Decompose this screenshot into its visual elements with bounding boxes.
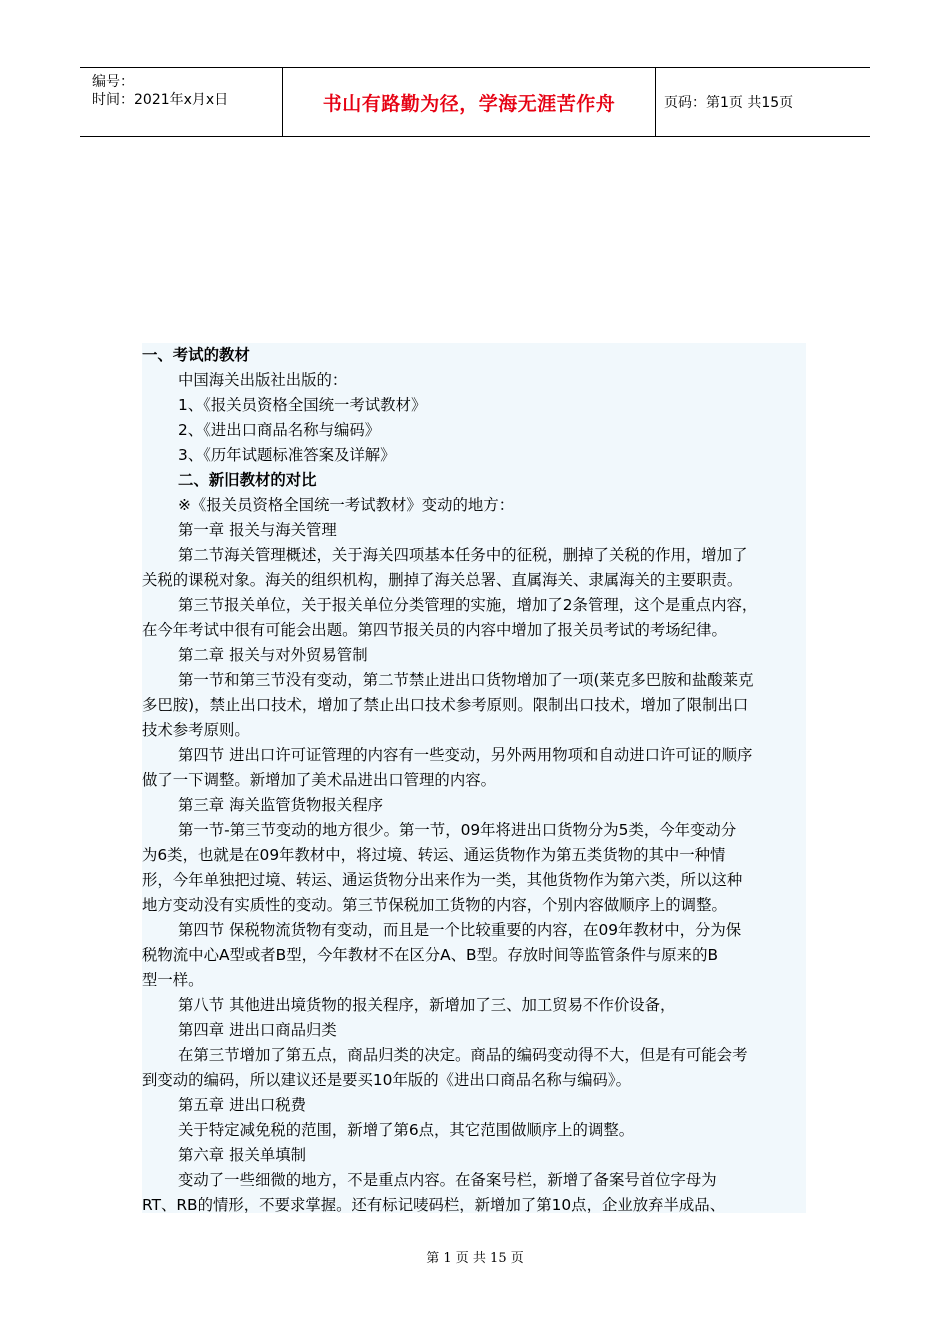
body-line: 第一节和第三节没有变动，第二节禁止进出口货物增加了一项(莱克多巴胺和盐酸莱克 bbox=[178, 671, 754, 689]
body-line: ※《报关员资格全国统一考试教材》变动的地方： bbox=[178, 496, 515, 514]
date-label: 时间：2021年x月x日 bbox=[92, 92, 229, 108]
body-line: 税物流中心A型或者B型，今年教材不在区分A、B型。存放时间等监管条件与原来的B bbox=[142, 946, 719, 964]
body-line: 第二节海关管理概述，关于海关四项基本任务中的征税，删掉了关税的作用，增加了 bbox=[178, 546, 748, 564]
body-line: 第三章 海关监管货物报关程序 bbox=[178, 796, 383, 814]
body-line: 1、《报关员资格全国统一考试教材》 bbox=[178, 396, 427, 414]
body-line: 第八节 其他进出境货物的报关程序，新增加了三、加工贸易不作价设备， bbox=[178, 996, 676, 1014]
body-line: 在今年考试中很有可能会出题。第四节报关员的内容中增加了报关员考试的考场纪律。 bbox=[142, 621, 727, 639]
body-line: 第四章 进出口商品归类 bbox=[178, 1021, 337, 1039]
body-line: 关税的课税对象。海关的组织机构，删掉了海关总署、直属海关、隶属海关的主要职责。 bbox=[142, 571, 743, 589]
body-line: 地方变动没有实质性的变动。第三节保税加工货物的内容，个别内容做顺序上的调整。 bbox=[142, 896, 727, 914]
body-line: 型一样。 bbox=[142, 971, 204, 989]
body-line: 3、《历年试题标准答案及详解》 bbox=[178, 446, 396, 464]
body-line: 第三节报关单位，关于报关单位分类管理的实施，增加了2条管理，这个是重点内容， bbox=[178, 596, 758, 614]
body-line: 第一章 报关与海关管理 bbox=[178, 521, 337, 539]
header-left-cell bbox=[80, 68, 282, 136]
body-line: 在第三节增加了第五点，商品归类的决定。商品的编码变动得不大，但是有可能会考 bbox=[178, 1046, 748, 1064]
document-body bbox=[142, 343, 806, 1213]
serial-number-label: 编号： bbox=[92, 74, 134, 90]
body-line: 第四节 保税物流货物有变动，而且是一个比较重要的内容，在09年教材中，分为保 bbox=[178, 921, 742, 939]
body-line: 第四节 进出口许可证管理的内容有一些变动，另外两用物项和自动进口许可证的顺序 bbox=[178, 746, 753, 764]
header-right-cell bbox=[655, 68, 870, 136]
page-footer: 第 1 页 共 15 页 bbox=[426, 1251, 524, 1266]
body-line: 2、《进出口商品名称与编码》 bbox=[178, 421, 381, 439]
header-motto-cell bbox=[282, 68, 656, 136]
body-line: 为6类，也就是在09年教材中，将过境、转运、通运货物作为第五类货物的其中一种情 bbox=[142, 846, 726, 864]
body-line: 形，今年单独把过境、转运、通运货物分出来作为一类，其他货物作为第六类，所以这种 bbox=[142, 871, 743, 889]
body-line: 第五章 进出口税费 bbox=[178, 1096, 307, 1114]
body-line: RT、RB的情形，不要求掌握。还有标记唛码栏，新增加了第10点，企业放弃半成品、 bbox=[142, 1196, 726, 1213]
motto-text: 书山有路勤为径，学海无涯苦作舟 bbox=[322, 92, 616, 115]
body-line: 第一节-第三节变动的地方很少。第一节，09年将进出口货物分为5类，今年变动分 bbox=[178, 821, 737, 839]
body-line: 变动了一些细微的地方，不是重点内容。在备案号栏，新增了备案号首位字母为 bbox=[178, 1171, 717, 1189]
body-line: 做了一下调整。新增加了美术品进出口管理的内容。 bbox=[142, 771, 496, 789]
body-line: 技术参考原则。 bbox=[142, 721, 250, 739]
page-code: 页码：第1页 共15页 bbox=[664, 95, 794, 111]
body-line: 二、新旧教材的对比 bbox=[178, 471, 317, 489]
body-line: 一、考试的教材 bbox=[142, 346, 250, 364]
body-line: 到变动的编码，所以建议还是要买10年版的《进出口商品名称与编码》。 bbox=[142, 1071, 631, 1089]
page-header bbox=[80, 67, 870, 137]
body-line: 多巴胺)，禁止出口技术，增加了禁止出口技术参考原则。限制出口技术，增加了限制出口 bbox=[142, 696, 749, 714]
body-line: 关于特定减免税的范围，新增了第6点，其它范围做顺序上的调整。 bbox=[178, 1121, 635, 1139]
body-line: 第六章 报关单填制 bbox=[178, 1146, 307, 1164]
body-line: 中国海关出版社出版的： bbox=[178, 371, 348, 389]
body-line: 第二章 报关与对外贸易管制 bbox=[178, 646, 368, 664]
